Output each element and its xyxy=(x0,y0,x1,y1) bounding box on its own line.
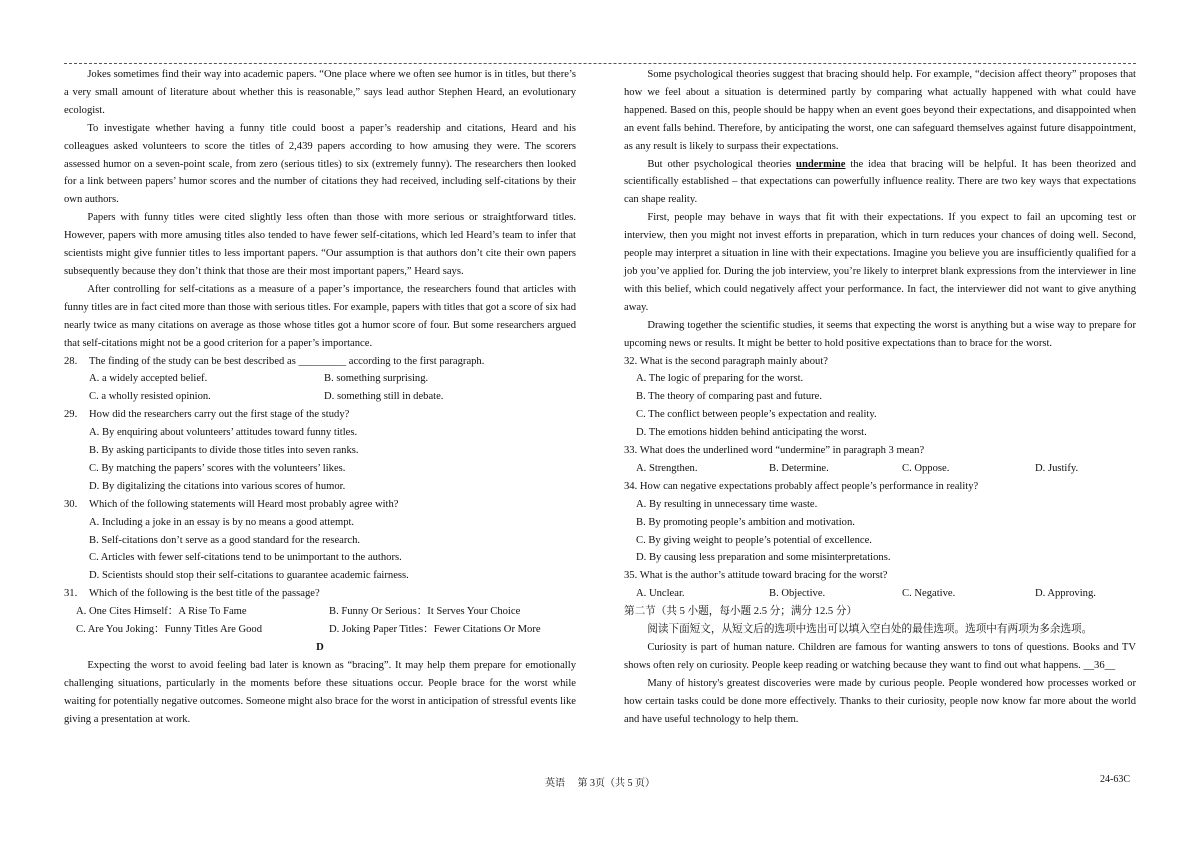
option-c: C. Oppose. xyxy=(902,462,950,474)
option-a: A. The logic of preparing for the worst. xyxy=(636,373,804,385)
question-stem: Which of the following is the best title of the passage? xyxy=(89,588,320,600)
passage-paragraph: After controlling for self-citations as a measure of a paper’s importance, the researchers found that articles with funny titles are in fact cited more than those with serious titles. For example, papers with titles that got a score of six had nearly twice as many citations on average as those whose titles got a humor score of four. But some researchers argued that self-citations might not be a good criterion for a paper’s importance. xyxy=(64,283,576,349)
top-divider xyxy=(64,63,1136,64)
page-footer: 英语 第 3页（共 5 页） xyxy=(545,778,655,789)
passage-paragraph: To investigate whether having a funny title could boost a paper’s readership and citations, Heard and his colleagues asked volunteers to score the titles of 2,439 papers according to how amusing they were. The scorers assessed humor on a seven-point scale, from zero (serious titles) to six (extremely funny). The researchers then looked for a link between papers’ humor scores and the number of citations they had received, including self-citations by their own authors. xyxy=(64,122,576,206)
option-c: C. By giving weight to people’s potential of excellence. xyxy=(636,534,872,546)
option-d: D. By digitalizing the citations into various scores of humor. xyxy=(89,480,346,492)
passage-paragraph: Some psychological theories suggest that bracing should help. For example, “decision affect theory” proposes that how we feel about a situation is determined partly by comparing what actually happened with what could have happened. Based on this, people should be happy when an event goes beyond their expectations, and disappointed when an event falls behind. Therefore, by anticipating the worst, one can safeguard themselves against future disappointment, as any result is likely to surpass their expectations. xyxy=(624,69,1136,152)
paragraph-text: Curiosity is part of human nature. Children are famous for wanting answers to tons of questions. Books and TV shows often rely on curiosity. People keep reading or watching because they want to find out what happens. xyxy=(624,642,1136,671)
option-c: C. The conflict between people’s expectation and reality. xyxy=(636,409,877,421)
question-number: 29. xyxy=(64,409,78,421)
option-d: D. Justify. xyxy=(1035,462,1079,474)
paragraph-text: the idea that bracing will be helpful. It has been theorized and scientifically established – that expectations can powerfully influence reality. There are two key ways that expectations can shape reality. xyxy=(624,158,1137,206)
underlined-word: undermine xyxy=(796,158,846,170)
passage-paragraph xyxy=(624,156,1136,210)
passage-paragraph xyxy=(624,639,1136,675)
option-d: D. something still in debate. xyxy=(324,391,444,403)
passage-paragraph: Expecting the worst to avoid feeling bad later is known as “bracing”. It may help them prepare for emotionally challenging situations, particularly in the moments before these situations occur. People brace for the worst while waiting for potentially negative outcomes. Someone might also brace for the worst in anticipation of stressful events like giving a presentation at work. xyxy=(64,659,576,725)
question-stem: 35. What is the author’s attitude toward bracing for the worst? xyxy=(624,570,888,582)
question-30 xyxy=(64,496,576,586)
option-b: B. By promoting people’s ambition and motivation. xyxy=(636,516,855,528)
option-b: B. something surprising. xyxy=(324,373,429,385)
passage-paragraph: Many of history's greatest discoveries were made by curious people. People wondered how processes worked or how certain tasks could be done more effectively. Thanks to their curiosity, people now know far more about the world and have useful technology to help them. xyxy=(624,677,1136,725)
option-b: B. The theory of comparing past and future. xyxy=(636,391,823,403)
question-number: 30. xyxy=(64,498,78,510)
paragraph-text: But other psychological theories xyxy=(647,158,797,170)
section-d-heading: D xyxy=(316,642,324,653)
option-d: D. Scientists should stop their self-citations to guarantee academic fairness. xyxy=(89,570,409,582)
question-32 xyxy=(624,353,1136,443)
option-a: A. Including a joke in an essay is by no means a good attempt. xyxy=(89,516,355,528)
question-stem: 33. What does the underlined word “undermine” in paragraph 3 mean? xyxy=(624,445,925,457)
option-c: C. Articles with fewer self-citations tend to be unimportant to the authors. xyxy=(89,552,402,564)
option-c: C. Are You Joking：Funny Titles Are Good xyxy=(76,624,263,636)
exam-code: 24-63C xyxy=(1100,774,1130,785)
question-stem: 32. What is the second paragraph mainly about? xyxy=(624,355,828,367)
option-b: B. Funny Or Serious：It Serves Your Choice xyxy=(329,606,521,618)
question-stem: The finding of the study can be best described as _________ according to the first paragraph. xyxy=(89,355,485,367)
question-33 xyxy=(624,442,1136,478)
option-d: D. Approving. xyxy=(1035,588,1096,600)
option-d: D. The emotions hidden behind anticipating the worst. xyxy=(636,427,867,439)
question-29 xyxy=(64,406,576,496)
question-number: 31. xyxy=(64,588,78,600)
passage-paragraph: Jokes sometimes find their way into academic papers. “One place where we often see humor is in titles, but there’s a very small amount of literature about whether this is reasonable,” says lead author Stephen Heard, an evolutionary ecologist. xyxy=(64,69,576,116)
question-35 xyxy=(624,567,1136,603)
option-d: D. Joking Paper Titles：Fewer Citations Or More xyxy=(329,624,541,636)
passage-paragraph: First, people may behave in ways that fit with their expectations. If you expect to fail an upcoming test or interview, then you might not invest efforts in preparation, which in turn reduces your chances of doing well. Second, people may interpret a situation in line with their expectations. Imagine you believe you are insufficiently qualified for a job you’ve applied for. During the job interview, you’re likely to interpret blank expressions from the interviewer in line with this belief, which could negatively affect your performance. In fact, the interviewer did not want to give anything away. xyxy=(624,212,1136,313)
option-a: A. By resulting in unnecessary time waste. xyxy=(636,498,818,510)
section-2-title: 第二节（共 5 小题，每小题 2.5 分；满分 12.5 分） xyxy=(624,606,858,618)
question-number: 28. xyxy=(64,355,78,367)
option-c: C. By matching the papers’ scores with the volunteers’ likes. xyxy=(89,462,346,474)
question-stem: Which of the following statements will Heard most probably agree with? xyxy=(89,498,399,510)
passage-paragraph: Drawing together the scientific studies, it seems that expecting the worst is anything but a wise way to prepare for upcoming news or results. It might be better to hold positive expectations than to brace for the worst. xyxy=(624,319,1136,349)
option-b: B. Self-citations don’t serve as a good standard for the research. xyxy=(89,534,361,546)
option-a: A. Strengthen. xyxy=(636,462,698,474)
question-stem: 34. How can negative expectations probably affect people’s performance in reality? xyxy=(624,480,979,492)
right-column xyxy=(624,66,1136,729)
option-d: D. By causing less preparation and some misinterpretations. xyxy=(636,552,891,564)
option-a: A. Unclear. xyxy=(636,588,685,600)
option-a: A. a widely accepted belief. xyxy=(89,373,208,385)
question-28 xyxy=(64,353,576,407)
left-column xyxy=(64,66,576,729)
question-stem: How did the researchers carry out the first stage of the study? xyxy=(89,409,350,421)
option-b: B. Determine. xyxy=(769,462,829,474)
question-31 xyxy=(64,585,576,639)
blank-36: __36__ xyxy=(1083,659,1116,671)
option-a: A. By enquiring about volunteers’ attitudes toward funny titles. xyxy=(89,427,358,439)
question-34 xyxy=(624,478,1136,568)
passage-paragraph: Papers with funny titles were cited slightly less often than those with more serious or straightforward titles. However, papers with more amusing titles also tended to have fewer self-citations, which led Heard’s team to infer that scientists might give funnier titles to less important papers. “Our assumption is that authors don’t cite their own papers subsequently because they don’t think that those are their most important papers,” Heard says. xyxy=(64,212,576,277)
option-c: C. a wholly resisted opinion. xyxy=(89,391,211,403)
option-a: A. One Cites Himself：A Rise To Fame xyxy=(76,606,247,618)
option-b: B. Objective. xyxy=(769,588,826,600)
section-2-instructions: 阅读下面短文，从短文后的选项中选出可以填入空白处的最佳选项。选项中有两项为多余选项。 xyxy=(647,624,1093,636)
option-c: C. Negative. xyxy=(902,588,956,600)
option-b: B. By asking participants to divide those titles into seven ranks. xyxy=(89,445,359,457)
